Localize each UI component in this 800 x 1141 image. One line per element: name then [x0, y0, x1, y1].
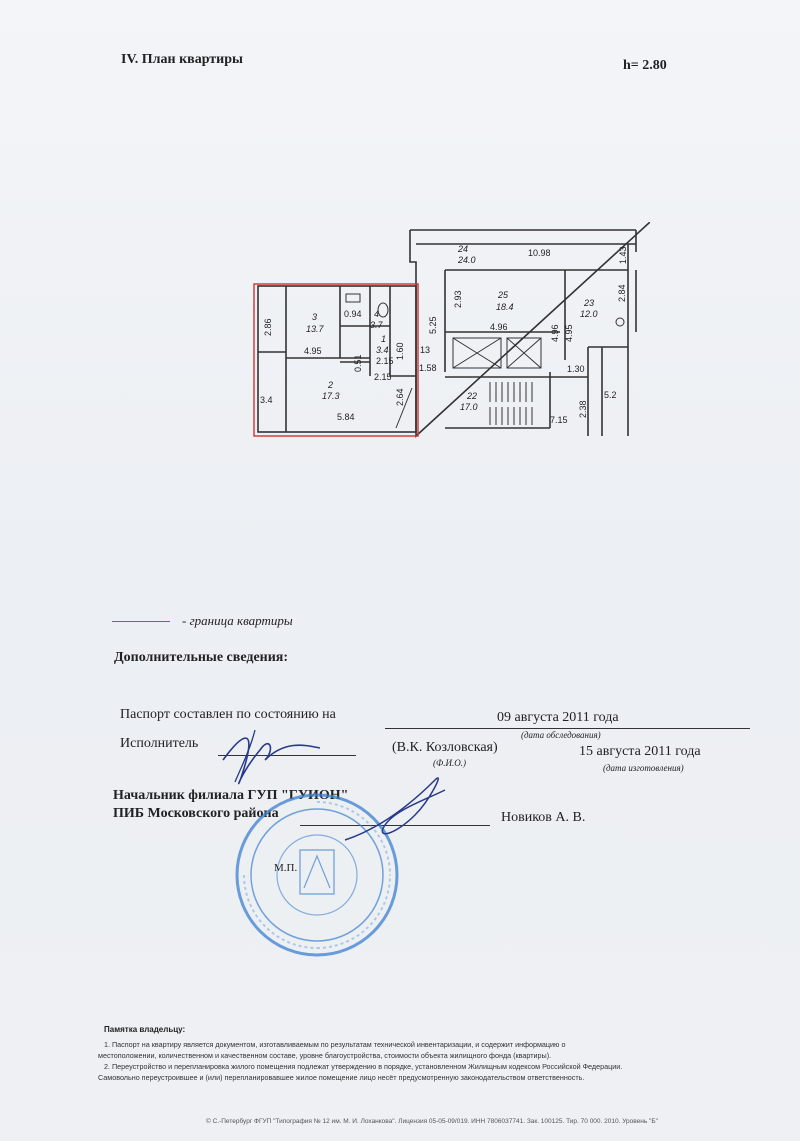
footer-p2: 2. Переустройство и перепланировка жилого помещения подлежат утверждению в порядке, установленном Жилищным кодексом Российской Федерации.	[104, 1062, 623, 1071]
survey-date-caption: (дата обследования)	[521, 730, 601, 740]
chief-name: Новиков А. В.	[501, 810, 586, 825]
executor-name: (В.К. Козловская)	[392, 740, 498, 755]
dim-130: 1.30	[567, 364, 585, 374]
dim-13: 13	[420, 345, 431, 355]
r25-num: 25	[498, 290, 509, 300]
r23-area: 12.0	[580, 309, 598, 319]
chief-signature	[335, 770, 455, 850]
r3-num: 3	[312, 312, 318, 322]
r22-area: 17.0	[460, 402, 478, 412]
r22-num: 22	[467, 391, 478, 401]
footer-title: Памятка владельцу:	[104, 1025, 186, 1034]
dim-495a: 4.95	[304, 346, 322, 356]
dim-284: 2.84	[617, 284, 627, 302]
r4-area: 3.7	[370, 320, 383, 330]
dim-495b: 4.95	[564, 324, 574, 342]
additional-info-heading: Дополнительные сведения:	[114, 650, 289, 665]
print-info: © С.-Петербург ФГУП "Типография № 12 им. М. И. Лоханкова". Лицензия 05-05-09/019. ИНН 7806037741. Зак. 100125. Тир. 70 000. 2010. Уровень "Б"	[206, 1118, 658, 1125]
dim-496a: 4.96	[490, 322, 508, 332]
sink	[346, 294, 360, 302]
dim-094: 0.94	[344, 309, 362, 319]
made-date-caption: (дата изготовления)	[603, 763, 684, 773]
boundary-legend-line	[112, 621, 170, 622]
dim-215a: 2.15	[376, 356, 394, 366]
dim-143: 1.43	[618, 246, 628, 264]
toilet	[378, 303, 388, 317]
executor-signature	[215, 720, 325, 785]
dim-1098: 10.98	[528, 248, 551, 258]
footer-p1: 1. Паспорт на квартиру является документом, изготавливаемым по результатам технической инвентаризации, и содержит информацию о	[104, 1040, 566, 1049]
dim-584: 5.84	[337, 412, 355, 422]
dim-525: 5.25	[428, 316, 438, 334]
r1-num: 1	[381, 334, 387, 344]
made-date: 15 августа 2011 года	[579, 744, 701, 759]
survey-date: 09 августа 2011 года	[497, 710, 619, 725]
dim-496b: 4.96	[550, 324, 560, 342]
r2-area: 17.3	[322, 391, 340, 401]
r1-area: 3.4	[376, 345, 389, 355]
footer-p1b: местоположении, количественном и качественном составе, уровне благоустройства, стоимости объекта жилищного фонда (квартиры).	[98, 1051, 552, 1060]
r2-num: 2	[328, 380, 334, 390]
r24-area: 24.0	[458, 255, 476, 265]
footer-p2b: Самовольно переустроившее и (или) перепланировавшее жилое помещение лицо несёт предусмотренную законодательством ответственность.	[98, 1073, 585, 1082]
plan-title: IV. План квартиры	[121, 52, 243, 67]
passport-label: Паспорт составлен по состоянию на	[120, 707, 336, 722]
floor-plan	[240, 222, 650, 442]
dim-158: 1.58	[419, 363, 437, 373]
r25-area: 18.4	[496, 302, 514, 312]
r4-num: 4	[374, 309, 380, 319]
r24-num: 24	[458, 244, 469, 254]
chief-title-line1: Начальник филиала ГУП "ГУИОН"	[113, 788, 349, 803]
r23-num: 23	[584, 298, 595, 308]
dim-051: 0.51	[353, 354, 363, 372]
dim-264: 2.64	[395, 388, 405, 406]
fixture-23	[616, 318, 624, 326]
boundary-legend-text: - граница квартиры	[182, 613, 293, 628]
stamp-mark: М.П.	[274, 862, 298, 874]
dim-160: 1.60	[395, 342, 405, 360]
dim-215b: 2.15	[374, 372, 392, 382]
dim-715: 7.15	[550, 415, 568, 425]
executor-caption: (Ф.И.О.)	[433, 758, 466, 768]
dim-34: 3.4	[260, 395, 273, 405]
dim-293: 2.93	[453, 290, 463, 308]
r3-area: 13.7	[306, 324, 324, 334]
executor-label: Исполнитель	[120, 736, 199, 751]
stairs	[490, 382, 532, 425]
survey-date-line	[385, 728, 750, 729]
dim-286: 2.86	[263, 318, 273, 336]
dim-52: 5.2	[604, 390, 617, 400]
ceiling-height: h= 2.80	[623, 58, 667, 73]
chief-title-line2: ПИБ Московского района	[113, 806, 279, 821]
dim-238: 2.38	[578, 400, 588, 418]
